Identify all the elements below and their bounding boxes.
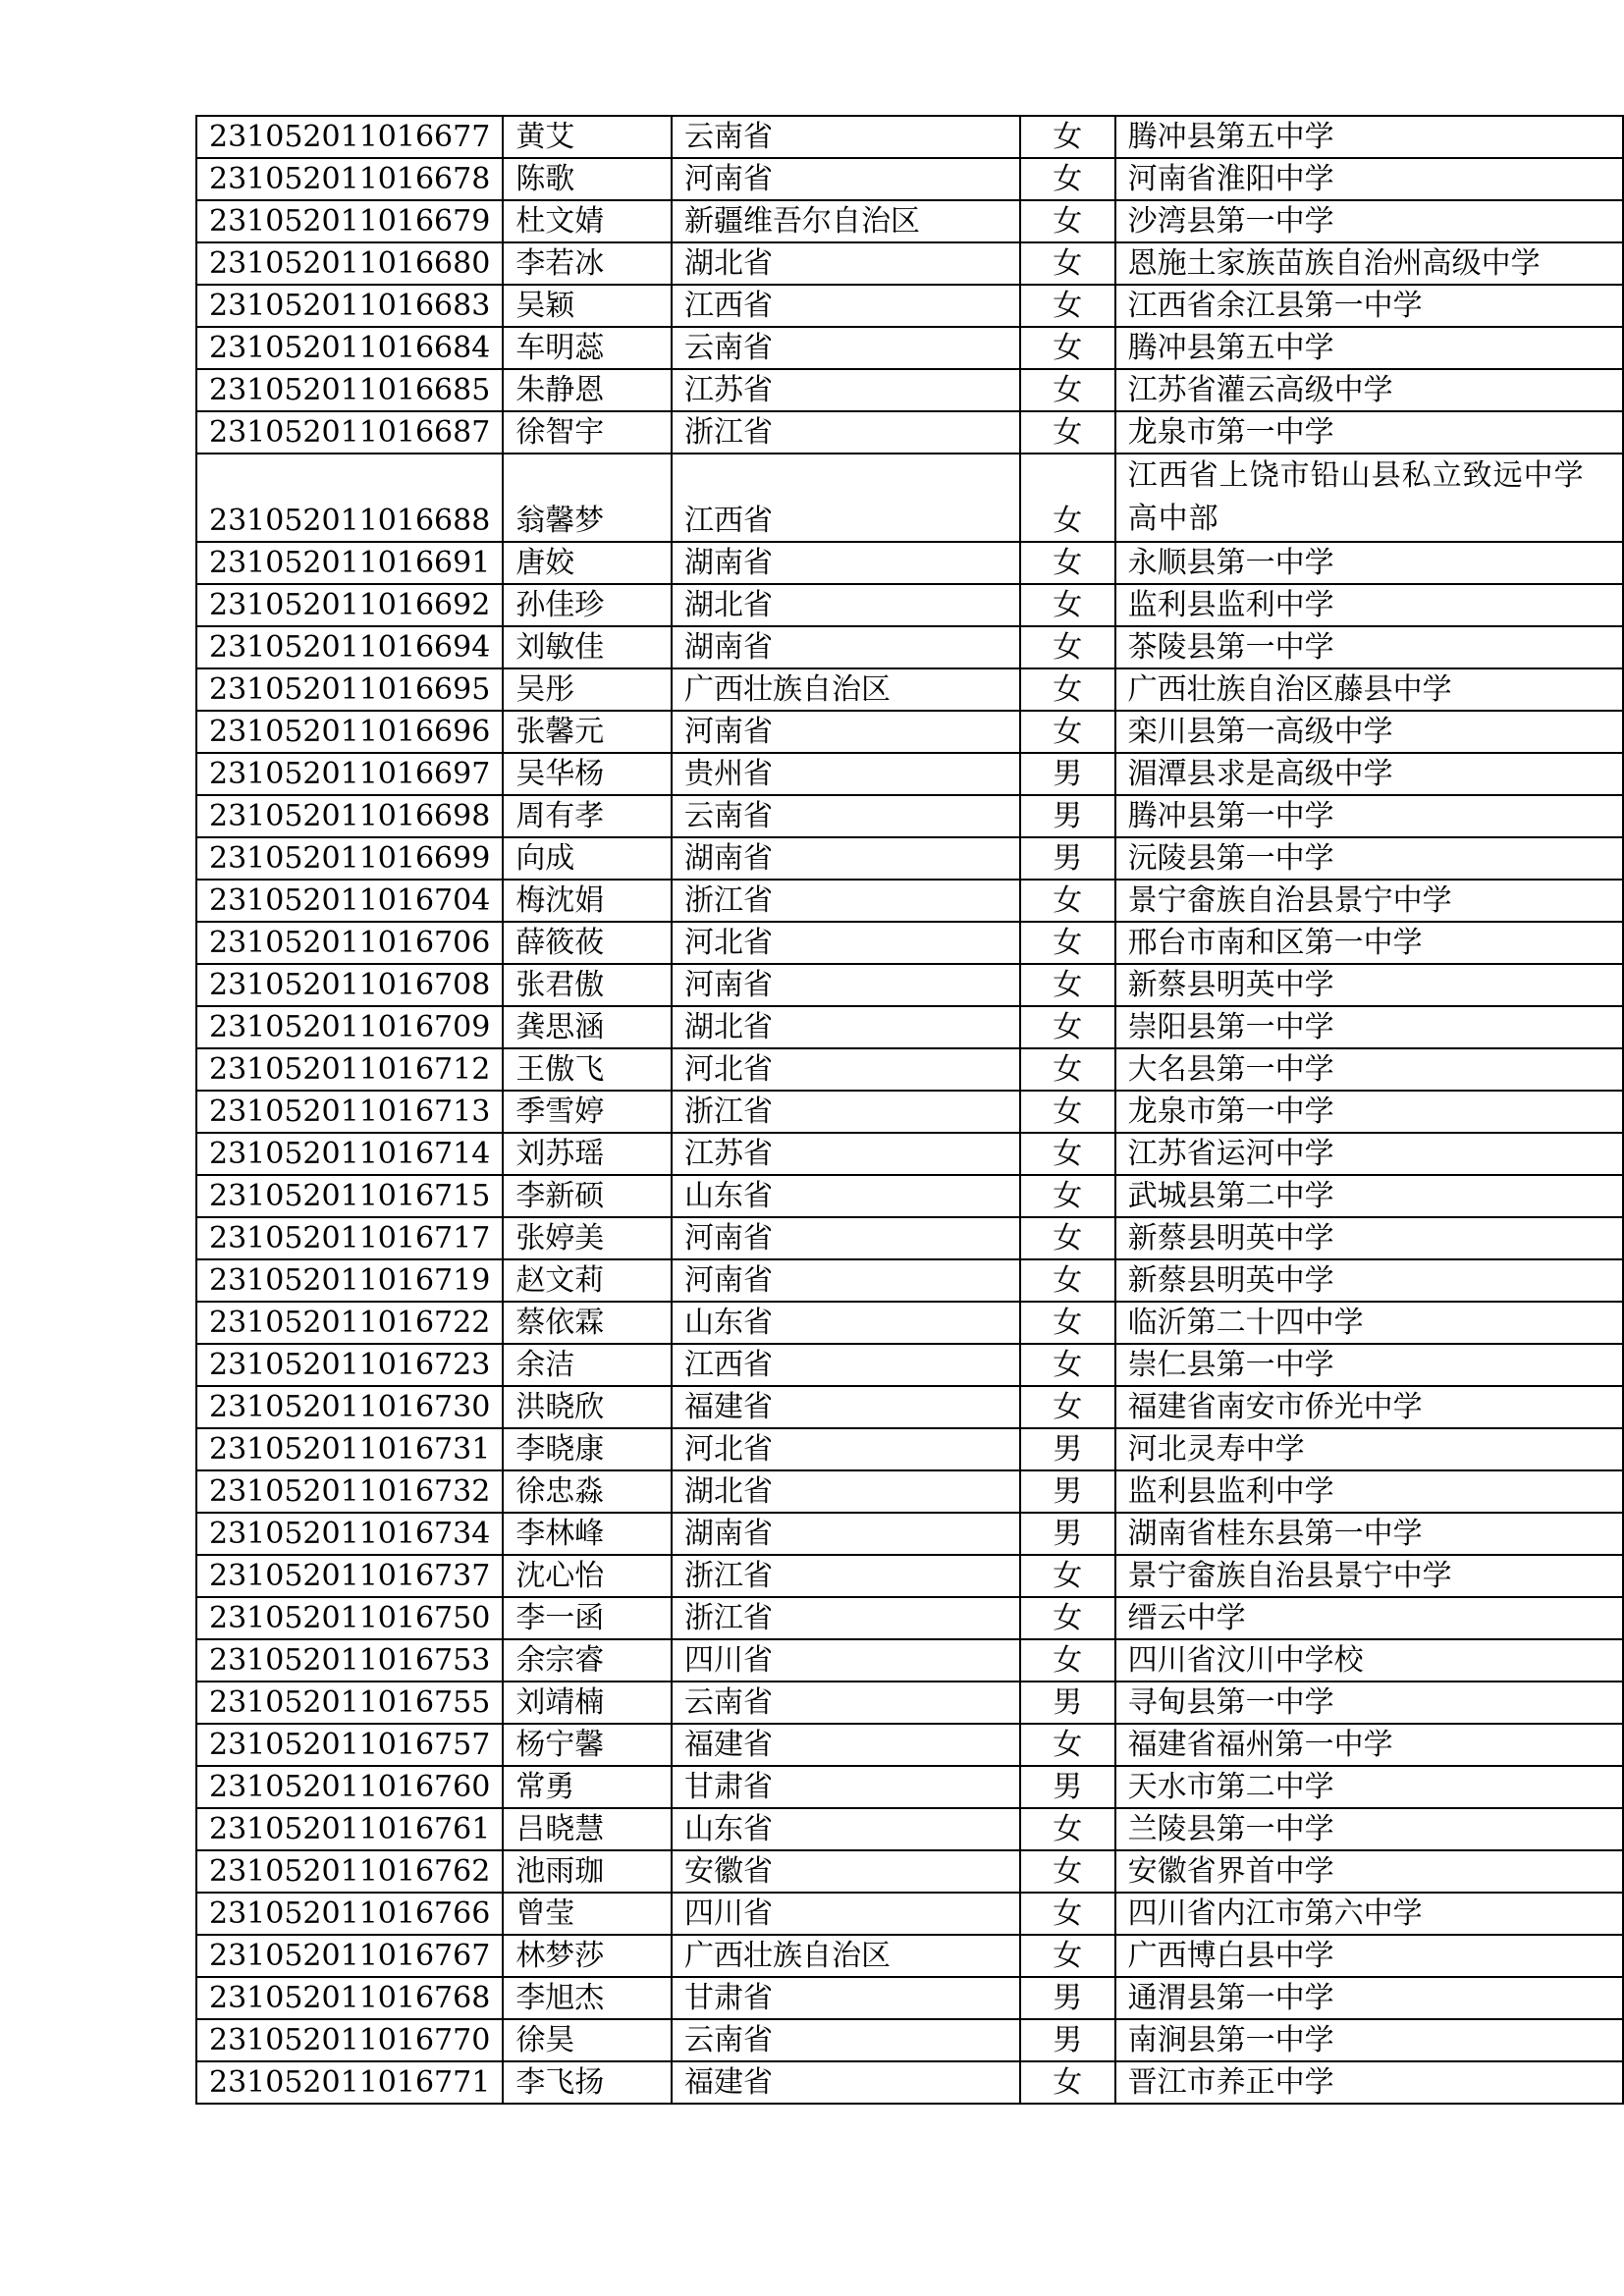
name-cell: 徐忠淼 xyxy=(503,1470,672,1513)
school-cell: 福建省南安市侨光中学 xyxy=(1115,1386,1623,1428)
gender-cell: 男 xyxy=(1020,837,1115,880)
table-row xyxy=(196,668,1623,711)
name-cell: 周有孝 xyxy=(503,795,672,837)
school-cell: 沙湾县第一中学 xyxy=(1115,200,1623,242)
school-cell: 天水市第二中学 xyxy=(1115,1766,1623,1808)
province-cell: 湖南省 xyxy=(672,626,1020,668)
gender-cell: 女 xyxy=(1020,1639,1115,1682)
table-row xyxy=(196,1766,1623,1808)
province-cell: 湖北省 xyxy=(672,584,1020,626)
name-cell: 蔡依霖 xyxy=(503,1302,672,1344)
school-cell: 兰陵县第一中学 xyxy=(1115,1808,1623,1850)
gender-cell: 女 xyxy=(1020,200,1115,242)
name-cell: 徐智宇 xyxy=(503,411,672,454)
school-cell: 湄潭县求是高级中学 xyxy=(1115,753,1623,795)
gender-cell: 女 xyxy=(1020,1259,1115,1302)
province-cell: 浙江省 xyxy=(672,411,1020,454)
school-cell: 新蔡县明英中学 xyxy=(1115,1259,1623,1302)
name-cell: 季雪婷 xyxy=(503,1091,672,1133)
name-cell: 李一函 xyxy=(503,1597,672,1639)
province-cell: 四川省 xyxy=(672,1639,1020,1682)
province-cell: 云南省 xyxy=(672,116,1020,158)
name-cell: 龚思涵 xyxy=(503,1006,672,1048)
school-cell: 四川省内江市第六中学 xyxy=(1115,1893,1623,1935)
school-cell: 腾冲县第五中学 xyxy=(1115,116,1623,158)
student-id-cell: 231052011016770 xyxy=(196,2019,503,2061)
school-cell: 栾川县第一高级中学 xyxy=(1115,711,1623,753)
name-cell: 杜文婧 xyxy=(503,200,672,242)
province-cell: 安徽省 xyxy=(672,1850,1020,1893)
name-cell: 黄艾 xyxy=(503,116,672,158)
province-cell: 河南省 xyxy=(672,158,1020,200)
name-cell: 余洁 xyxy=(503,1344,672,1386)
student-id-cell: 231052011016687 xyxy=(196,411,503,454)
gender-cell: 女 xyxy=(1020,1893,1115,1935)
school-cell: 腾冲县第五中学 xyxy=(1115,327,1623,369)
province-cell: 浙江省 xyxy=(672,1555,1020,1597)
province-cell: 河北省 xyxy=(672,1428,1020,1470)
table-row xyxy=(196,116,1623,158)
table-row xyxy=(196,880,1623,922)
school-cell: 沅陵县第一中学 xyxy=(1115,837,1623,880)
table-row xyxy=(196,753,1623,795)
student-id-cell: 231052011016683 xyxy=(196,285,503,327)
student-id-cell: 231052011016697 xyxy=(196,753,503,795)
table-row xyxy=(196,327,1623,369)
table-row xyxy=(196,1428,1623,1470)
table-row xyxy=(196,1175,1623,1217)
table-row xyxy=(196,1597,1623,1639)
gender-cell: 女 xyxy=(1020,242,1115,285)
gender-cell: 女 xyxy=(1020,158,1115,200)
name-cell: 池雨珈 xyxy=(503,1850,672,1893)
table-row xyxy=(196,1133,1623,1175)
name-cell: 李林峰 xyxy=(503,1513,672,1555)
province-cell: 河南省 xyxy=(672,711,1020,753)
gender-cell: 女 xyxy=(1020,1217,1115,1259)
name-cell: 李若冰 xyxy=(503,242,672,285)
school-cell: 南涧县第一中学 xyxy=(1115,2019,1623,2061)
gender-cell: 男 xyxy=(1020,1470,1115,1513)
student-id-cell: 231052011016709 xyxy=(196,1006,503,1048)
school-cell: 茶陵县第一中学 xyxy=(1115,626,1623,668)
school-cell: 江苏省灌云高级中学 xyxy=(1115,369,1623,411)
table-row xyxy=(196,1386,1623,1428)
province-cell: 山东省 xyxy=(672,1175,1020,1217)
name-cell: 吕晓慧 xyxy=(503,1808,672,1850)
name-cell: 翁馨梦 xyxy=(503,454,672,542)
gender-cell: 男 xyxy=(1020,1428,1115,1470)
student-id-cell: 231052011016679 xyxy=(196,200,503,242)
province-cell: 浙江省 xyxy=(672,1091,1020,1133)
student-id-cell: 231052011016694 xyxy=(196,626,503,668)
province-cell: 湖南省 xyxy=(672,837,1020,880)
table-row xyxy=(196,626,1623,668)
province-cell: 云南省 xyxy=(672,327,1020,369)
name-cell: 梅沈娟 xyxy=(503,880,672,922)
gender-cell: 女 xyxy=(1020,1386,1115,1428)
gender-cell: 女 xyxy=(1020,1006,1115,1048)
name-cell: 刘敏佳 xyxy=(503,626,672,668)
gender-cell: 女 xyxy=(1020,711,1115,753)
name-cell: 孙佳珍 xyxy=(503,584,672,626)
name-cell: 张婷美 xyxy=(503,1217,672,1259)
student-id-cell: 231052011016684 xyxy=(196,327,503,369)
student-id-cell: 231052011016723 xyxy=(196,1344,503,1386)
table-row xyxy=(196,837,1623,880)
table-row xyxy=(196,1893,1623,1935)
gender-cell: 女 xyxy=(1020,964,1115,1006)
school-cell: 缙云中学 xyxy=(1115,1597,1623,1639)
school-cell: 临沂第二十四中学 xyxy=(1115,1302,1623,1344)
gender-cell: 女 xyxy=(1020,1808,1115,1850)
table-row xyxy=(196,1470,1623,1513)
name-cell: 林梦莎 xyxy=(503,1935,672,1977)
province-cell: 湖南省 xyxy=(672,1513,1020,1555)
table-row xyxy=(196,2019,1623,2061)
province-cell: 河南省 xyxy=(672,1259,1020,1302)
school-cell: 龙泉市第一中学 xyxy=(1115,411,1623,454)
school-cell: 邢台市南和区第一中学 xyxy=(1115,922,1623,964)
gender-cell: 女 xyxy=(1020,668,1115,711)
student-id-cell: 231052011016737 xyxy=(196,1555,503,1597)
school-cell: 晋江市养正中学 xyxy=(1115,2061,1623,2104)
table-row xyxy=(196,242,1623,285)
province-cell: 江苏省 xyxy=(672,1133,1020,1175)
school-cell: 湖南省桂东县第一中学 xyxy=(1115,1513,1623,1555)
province-cell: 广西壮族自治区 xyxy=(672,668,1020,711)
name-cell: 杨宁馨 xyxy=(503,1724,672,1766)
province-cell: 山东省 xyxy=(672,1808,1020,1850)
table-row xyxy=(196,1724,1623,1766)
admission-list-table xyxy=(195,115,1624,2105)
student-id-cell: 231052011016766 xyxy=(196,1893,503,1935)
table-row xyxy=(196,1091,1623,1133)
province-cell: 浙江省 xyxy=(672,880,1020,922)
table-row xyxy=(196,1808,1623,1850)
province-cell: 贵州省 xyxy=(672,753,1020,795)
name-cell: 张君傲 xyxy=(503,964,672,1006)
student-id-cell: 231052011016714 xyxy=(196,1133,503,1175)
student-id-cell: 231052011016712 xyxy=(196,1048,503,1091)
gender-cell: 男 xyxy=(1020,2019,1115,2061)
school-cell: 新蔡县明英中学 xyxy=(1115,964,1623,1006)
student-id-cell: 231052011016762 xyxy=(196,1850,503,1893)
student-id-cell: 231052011016695 xyxy=(196,668,503,711)
gender-cell: 女 xyxy=(1020,1724,1115,1766)
table-row xyxy=(196,1513,1623,1555)
gender-cell: 女 xyxy=(1020,626,1115,668)
gender-cell: 女 xyxy=(1020,922,1115,964)
student-id-cell: 231052011016768 xyxy=(196,1977,503,2019)
name-cell: 唐姣 xyxy=(503,542,672,584)
table-row xyxy=(196,1850,1623,1893)
name-cell: 吴颖 xyxy=(503,285,672,327)
student-id-cell: 231052011016757 xyxy=(196,1724,503,1766)
name-cell: 余宗睿 xyxy=(503,1639,672,1682)
gender-cell: 女 xyxy=(1020,1344,1115,1386)
student-id-cell: 231052011016719 xyxy=(196,1259,503,1302)
gender-cell: 女 xyxy=(1020,584,1115,626)
table-row xyxy=(196,1555,1623,1597)
gender-cell: 女 xyxy=(1020,2061,1115,2104)
name-cell: 刘苏瑶 xyxy=(503,1133,672,1175)
table-row xyxy=(196,454,1623,542)
province-cell: 福建省 xyxy=(672,2061,1020,2104)
table-row xyxy=(196,1006,1623,1048)
gender-cell: 女 xyxy=(1020,1555,1115,1597)
school-cell: 崇仁县第一中学 xyxy=(1115,1344,1623,1386)
school-cell: 腾冲县第一中学 xyxy=(1115,795,1623,837)
name-cell: 李晓康 xyxy=(503,1428,672,1470)
table-row xyxy=(196,369,1623,411)
province-cell: 甘肃省 xyxy=(672,1977,1020,2019)
name-cell: 薛筱莜 xyxy=(503,922,672,964)
name-cell: 吴华杨 xyxy=(503,753,672,795)
table-row xyxy=(196,158,1623,200)
table-row xyxy=(196,795,1623,837)
student-id-cell: 231052011016706 xyxy=(196,922,503,964)
table-row xyxy=(196,584,1623,626)
school-cell: 寻甸县第一中学 xyxy=(1115,1682,1623,1724)
gender-cell: 女 xyxy=(1020,1302,1115,1344)
gender-cell: 女 xyxy=(1020,454,1115,542)
province-cell: 湖南省 xyxy=(672,542,1020,584)
student-id-cell: 231052011016699 xyxy=(196,837,503,880)
province-cell: 云南省 xyxy=(672,1682,1020,1724)
table-row xyxy=(196,1682,1623,1724)
gender-cell: 男 xyxy=(1020,795,1115,837)
gender-cell: 女 xyxy=(1020,1048,1115,1091)
school-cell: 监利县监利中学 xyxy=(1115,1470,1623,1513)
province-cell: 江西省 xyxy=(672,1344,1020,1386)
table-row xyxy=(196,1259,1623,1302)
table-row xyxy=(196,542,1623,584)
name-cell: 王傲飞 xyxy=(503,1048,672,1091)
student-id-cell: 231052011016722 xyxy=(196,1302,503,1344)
school-cell: 龙泉市第一中学 xyxy=(1115,1091,1623,1133)
school-cell: 广西博白县中学 xyxy=(1115,1935,1623,1977)
student-id-cell: 231052011016753 xyxy=(196,1639,503,1682)
province-cell: 江西省 xyxy=(672,454,1020,542)
table-body xyxy=(196,116,1623,2104)
gender-cell: 女 xyxy=(1020,327,1115,369)
name-cell: 车明蕊 xyxy=(503,327,672,369)
student-id-cell: 231052011016688 xyxy=(196,454,503,542)
table-row xyxy=(196,411,1623,454)
gender-cell: 女 xyxy=(1020,1935,1115,1977)
province-cell: 湖北省 xyxy=(672,1006,1020,1048)
gender-cell: 女 xyxy=(1020,1091,1115,1133)
gender-cell: 女 xyxy=(1020,542,1115,584)
name-cell: 曾莹 xyxy=(503,1893,672,1935)
student-id-cell: 231052011016761 xyxy=(196,1808,503,1850)
table-row xyxy=(196,1935,1623,1977)
gender-cell: 女 xyxy=(1020,1850,1115,1893)
name-cell: 赵文莉 xyxy=(503,1259,672,1302)
school-cell: 江西省余江县第一中学 xyxy=(1115,285,1623,327)
student-id-cell: 231052011016760 xyxy=(196,1766,503,1808)
school-cell: 河北灵寿中学 xyxy=(1115,1428,1623,1470)
gender-cell: 男 xyxy=(1020,1513,1115,1555)
school-cell: 永顺县第一中学 xyxy=(1115,542,1623,584)
school-cell: 恩施土家族苗族自治州高级中学 xyxy=(1115,242,1623,285)
gender-cell: 男 xyxy=(1020,1682,1115,1724)
table-row xyxy=(196,1048,1623,1091)
student-id-cell: 231052011016715 xyxy=(196,1175,503,1217)
table-row xyxy=(196,2061,1623,2104)
province-cell: 云南省 xyxy=(672,2019,1020,2061)
student-id-cell: 231052011016677 xyxy=(196,116,503,158)
table-row xyxy=(196,1217,1623,1259)
province-cell: 云南省 xyxy=(672,795,1020,837)
table-row xyxy=(196,1344,1623,1386)
school-cell: 江苏省运河中学 xyxy=(1115,1133,1623,1175)
name-cell: 洪晓欣 xyxy=(503,1386,672,1428)
province-cell: 江苏省 xyxy=(672,369,1020,411)
gender-cell: 女 xyxy=(1020,285,1115,327)
province-cell: 河南省 xyxy=(672,964,1020,1006)
name-cell: 李飞扬 xyxy=(503,2061,672,2104)
student-id-cell: 231052011016708 xyxy=(196,964,503,1006)
school-cell: 福建省福州第一中学 xyxy=(1115,1724,1623,1766)
school-cell: 新蔡县明英中学 xyxy=(1115,1217,1623,1259)
table-row xyxy=(196,285,1623,327)
gender-cell: 女 xyxy=(1020,369,1115,411)
student-id-cell: 231052011016678 xyxy=(196,158,503,200)
province-cell: 福建省 xyxy=(672,1724,1020,1766)
student-id-cell: 231052011016734 xyxy=(196,1513,503,1555)
province-cell: 河北省 xyxy=(672,922,1020,964)
table-row xyxy=(196,1639,1623,1682)
student-id-cell: 231052011016771 xyxy=(196,2061,503,2104)
student-id-cell: 231052011016717 xyxy=(196,1217,503,1259)
province-cell: 河南省 xyxy=(672,1217,1020,1259)
student-id-cell: 231052011016698 xyxy=(196,795,503,837)
school-cell: 江西省上饶市铅山县私立致远中学高中部 xyxy=(1115,454,1623,542)
student-id-cell: 231052011016691 xyxy=(196,542,503,584)
gender-cell: 女 xyxy=(1020,116,1115,158)
gender-cell: 女 xyxy=(1020,880,1115,922)
name-cell: 向成 xyxy=(503,837,672,880)
province-cell: 湖北省 xyxy=(672,242,1020,285)
student-id-cell: 231052011016732 xyxy=(196,1470,503,1513)
school-cell: 崇阳县第一中学 xyxy=(1115,1006,1623,1048)
gender-cell: 男 xyxy=(1020,1766,1115,1808)
province-cell: 湖北省 xyxy=(672,1470,1020,1513)
table-row xyxy=(196,711,1623,753)
name-cell: 陈歌 xyxy=(503,158,672,200)
province-cell: 山东省 xyxy=(672,1302,1020,1344)
student-id-cell: 231052011016755 xyxy=(196,1682,503,1724)
student-id-cell: 231052011016730 xyxy=(196,1386,503,1428)
name-cell: 李新硕 xyxy=(503,1175,672,1217)
province-cell: 江西省 xyxy=(672,285,1020,327)
school-cell: 四川省汶川中学校 xyxy=(1115,1639,1623,1682)
table-row xyxy=(196,1302,1623,1344)
student-id-cell: 231052011016685 xyxy=(196,369,503,411)
student-id-cell: 231052011016750 xyxy=(196,1597,503,1639)
school-cell: 景宁畲族自治县景宁中学 xyxy=(1115,880,1623,922)
name-cell: 刘靖楠 xyxy=(503,1682,672,1724)
school-cell: 监利县监利中学 xyxy=(1115,584,1623,626)
province-cell: 四川省 xyxy=(672,1893,1020,1935)
name-cell: 常勇 xyxy=(503,1766,672,1808)
table-row xyxy=(196,922,1623,964)
gender-cell: 男 xyxy=(1020,753,1115,795)
gender-cell: 女 xyxy=(1020,1597,1115,1639)
province-cell: 河北省 xyxy=(672,1048,1020,1091)
student-id-cell: 231052011016696 xyxy=(196,711,503,753)
table-row xyxy=(196,964,1623,1006)
name-cell: 朱静恩 xyxy=(503,369,672,411)
school-cell: 河南省淮阳中学 xyxy=(1115,158,1623,200)
name-cell: 张馨元 xyxy=(503,711,672,753)
province-cell: 甘肃省 xyxy=(672,1766,1020,1808)
gender-cell: 女 xyxy=(1020,411,1115,454)
name-cell: 沈心怡 xyxy=(503,1555,672,1597)
school-cell: 通渭县第一中学 xyxy=(1115,1977,1623,2019)
gender-cell: 女 xyxy=(1020,1175,1115,1217)
table-row xyxy=(196,1977,1623,2019)
school-cell: 武城县第二中学 xyxy=(1115,1175,1623,1217)
province-cell: 浙江省 xyxy=(672,1597,1020,1639)
student-id-cell: 231052011016704 xyxy=(196,880,503,922)
name-cell: 李旭杰 xyxy=(503,1977,672,2019)
school-cell: 景宁畲族自治县景宁中学 xyxy=(1115,1555,1623,1597)
student-id-cell: 231052011016692 xyxy=(196,584,503,626)
school-cell: 广西壮族自治区藤县中学 xyxy=(1115,668,1623,711)
province-cell: 广西壮族自治区 xyxy=(672,1935,1020,1977)
name-cell: 徐昊 xyxy=(503,2019,672,2061)
gender-cell: 男 xyxy=(1020,1977,1115,2019)
gender-cell: 女 xyxy=(1020,1133,1115,1175)
student-id-cell: 231052011016767 xyxy=(196,1935,503,1977)
province-cell: 新疆维吾尔自治区 xyxy=(672,200,1020,242)
student-id-cell: 231052011016713 xyxy=(196,1091,503,1133)
school-cell: 大名县第一中学 xyxy=(1115,1048,1623,1091)
province-cell: 福建省 xyxy=(672,1386,1020,1428)
student-id-cell: 231052011016680 xyxy=(196,242,503,285)
name-cell: 吴彤 xyxy=(503,668,672,711)
student-id-cell: 231052011016731 xyxy=(196,1428,503,1470)
table-row xyxy=(196,200,1623,242)
school-cell: 安徽省界首中学 xyxy=(1115,1850,1623,1893)
